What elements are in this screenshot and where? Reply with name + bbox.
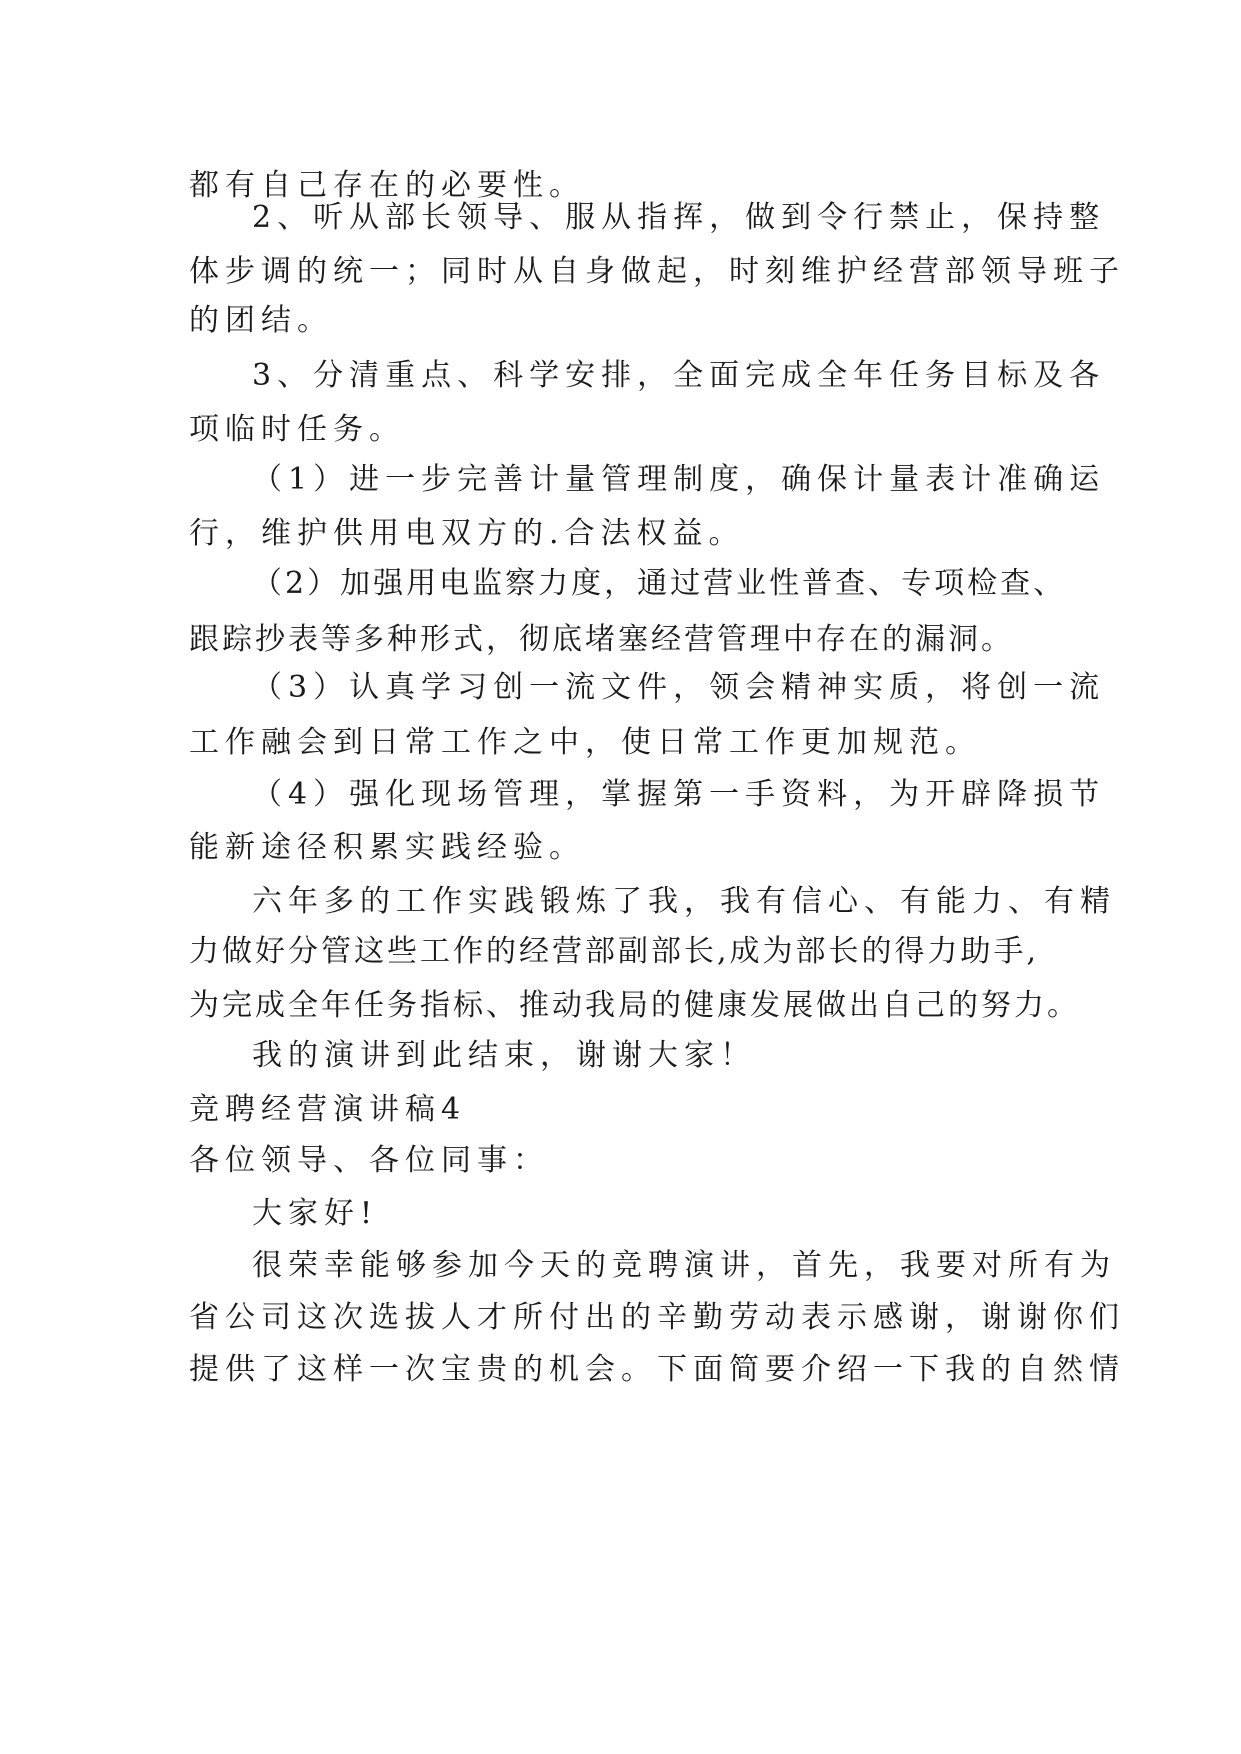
text-line: 为完成全年任务指标、推动我局的健康发展做出自己的努力。	[189, 988, 1080, 1023]
text-line: 能新途径积累实践经验。	[189, 830, 585, 865]
text-line: 跟踪抄表等多种形式，彻底堵塞经营管理中存在的漏洞。	[189, 622, 1014, 657]
section-heading: 竞聘经营演讲稿4	[189, 1092, 467, 1127]
text-line: （1）进一步完善计量管理制度，确保计量表计准确运	[252, 462, 1106, 497]
text-line: （3）认真学习创一流文件，领会精神实质，将创一流	[252, 670, 1106, 705]
text-line: 我的演讲到此结束，谢谢大家！	[252, 1038, 756, 1073]
text-line: （4）强化现场管理，掌握第一手资料，为开辟降损节	[252, 777, 1106, 812]
text-line: 3、分清重点、科学安排，全面完成全年任务目标及各	[252, 358, 1106, 393]
text-line: 很荣幸能够参加今天的竞聘演讲，首先，我要对所有为	[252, 1248, 1116, 1283]
text-line: 提供了这样一次宝贵的机会。下面简要介绍一下我的自然情	[189, 1352, 1125, 1387]
text-line: 省公司这次选拔人才所付出的辛勤劳动表示感谢，谢谢你们	[189, 1300, 1125, 1335]
text-line: 六年多的工作实践锻炼了我，我有信心、有能力、有精	[252, 884, 1116, 919]
text-line: 2、听从部长领导、服从指挥，做到令行禁止，保持整	[252, 200, 1106, 235]
text-line: 力做好分管这些工作的经营部副部长,成为部长的得力助手,	[189, 934, 1040, 969]
greeting: 大家好!	[252, 1196, 379, 1231]
text-line: 体步调的统一；同时从自身做起，时刻维护经营部领导班子	[189, 254, 1125, 289]
salutation: 各位领导、各位同事：	[189, 1143, 549, 1178]
text-line: （2）加强用电监察力度，通过营业性普查、专项检查、	[252, 566, 1067, 601]
text-line: 项临时任务。	[189, 412, 405, 447]
text-line: 都有自己存在的必要性。	[189, 168, 585, 203]
text-line: 行，维护供用电双方的.合法权益。	[189, 516, 745, 551]
text-line: 工作融会到日常工作之中，使日常工作更加规范。	[189, 725, 981, 760]
text-line: 的团结。	[189, 303, 333, 338]
